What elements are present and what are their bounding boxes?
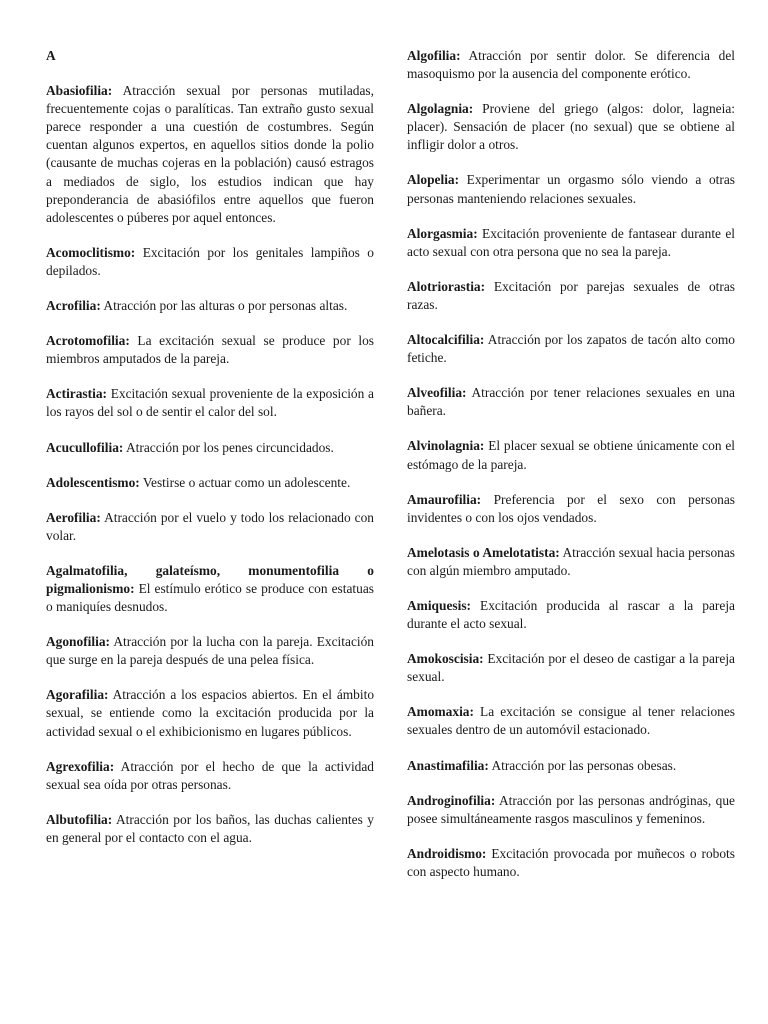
glossary-entry	[46, 297, 374, 315]
entry-term: Alotriorastia:	[407, 278, 486, 294]
entry-definition: Atracción por el hecho de que la actividad sexual sea oída por otras personas.	[46, 758, 375, 792]
entry-term: Androidismo:	[407, 845, 487, 861]
entry-definition: El placer sexual se obtiene únicamente con el estómago de la pareja.	[407, 438, 735, 472]
entry-term: Alveofilia:	[407, 385, 467, 401]
entry-definition: Atracción por tener relaciones sexuales en una bañera.	[407, 385, 735, 419]
entry-term: Alvinolagnia:	[407, 438, 485, 454]
glossary-entry	[46, 439, 374, 457]
glossary-entry	[46, 811, 374, 847]
entry-definition: La excitación se consigue al tener relaciones sexuales dentro de un automóvil estacionado.	[407, 704, 735, 738]
entry-term: Amelotasis o Amelotatista:	[407, 544, 560, 560]
entry-definition: Excitación por los genitales lampiños o depilados.	[46, 244, 374, 278]
entry-term: Agrexofilia:	[46, 758, 115, 774]
entry-definition: Excitación provocada por muñecos o robots con aspecto humano.	[407, 845, 735, 879]
entry-term: Anastimafilia:	[407, 757, 489, 773]
entry-definition: Atracción por los zapatos de tacón alto como fetiche.	[407, 332, 735, 366]
entry-term: Algofilia:	[407, 48, 461, 63]
entry-term: Agonofilia:	[46, 634, 110, 650]
entry-definition: Vestirse o actuar como un adolescente.	[142, 474, 351, 490]
entry-definition: Atracción por las personas andróginas, que posee simultáneamente rasgos masculinos y femeninos.	[407, 792, 735, 826]
entry-definition: Atracción por los baños, las duchas calientes y en general por el contacto con el agua.	[46, 811, 375, 845]
glossary-entry	[407, 171, 735, 207]
entry-term: Adolescentismo:	[46, 474, 140, 490]
entry-term: Amiquesis:	[407, 597, 471, 613]
glossary-entry	[407, 491, 735, 527]
entry-definition: Excitación proveniente de fantasear durante el acto sexual con otra persona que no sea la pareja.	[407, 225, 735, 259]
glossary-entry	[46, 474, 374, 492]
entry-definition: Excitación por parejas sexuales de otras razas.	[407, 278, 735, 312]
left-column	[46, 47, 374, 864]
section-letter: A	[46, 48, 56, 63]
glossary-entry	[407, 225, 735, 261]
entry-term: Amaurofilia:	[407, 491, 482, 507]
entry-definition: Atracción por sentir dolor. Se diferencia del masoquismo por la ausencia del componente erótico.	[407, 48, 736, 82]
entry-definition: Atracción a los espacios abiertos. En el ámbito sexual, se entiende como la excitación producida por la actividad sexual o el exhibicionismo en lugares públicos.	[46, 687, 375, 739]
glossary-entry	[407, 650, 735, 686]
entry-term: Aerofilia:	[46, 509, 101, 525]
entry-definition: Experimentar un orgasmo sólo viendo a otras personas manteniendo relaciones sexuales.	[407, 172, 735, 206]
entry-definition: Excitación por el deseo de castigar a la pareja sexual.	[407, 651, 735, 685]
right-entries	[407, 47, 735, 881]
entry-definition: El estímulo erótico se produce con estatuas o maniquíes desnudos.	[46, 580, 374, 615]
glossary-entry	[407, 792, 735, 828]
entry-definition: Proviene del griego (algos: dolor, lagneia: placer). Sensación de placer (no sexual) que se obtiene al infligir dolor a otros.	[407, 101, 735, 153]
entry-term: Abasiofilia:	[46, 83, 113, 99]
glossary-entry	[407, 278, 735, 314]
glossary-entry	[46, 562, 374, 616]
entry-term: Altocalcifilia:	[407, 332, 485, 348]
glossary-entry	[407, 544, 735, 580]
entry-term: Amokoscisia:	[407, 651, 484, 667]
entry-definition: Atracción por los penes circuncidados.	[125, 439, 334, 455]
glossary-entry	[407, 437, 735, 473]
glossary-entry	[407, 384, 735, 420]
glossary-entry	[46, 332, 374, 368]
glossary-entry	[46, 509, 374, 545]
entry-term: Albutofilia:	[46, 811, 113, 827]
entry-definition: Atracción por el vuelo y todo los relacionado con volar.	[46, 509, 374, 543]
glossary-entry	[407, 757, 735, 775]
entry-term: Androginofilia:	[407, 792, 496, 808]
entry-term: Acrofilia:	[46, 298, 101, 314]
entry-definition: Excitación producida al rascar a la pareja durante el acto sexual.	[407, 597, 735, 632]
glossary-entry	[407, 597, 735, 633]
entry-term: Acrotomofilia:	[46, 333, 130, 349]
left-entries	[46, 82, 374, 847]
entry-term: Acucullofilia:	[46, 439, 124, 455]
entry-definition: Atracción sexual por personas mutiladas, frecuentemente cojas o paralíticas. Tan extraño gusto sexual parece responder a una cuestión de costumbres. Según cuentan algunos expertos, en aquellos sitios donde la polio (causante de muchas cojeras en la población) causó estragos a mediados de siglo, los estudios indican que hay preponderancia de abasiófilos entre aquellos que fueron adolescentes o púberes por aquel entonces.	[46, 83, 374, 225]
glossary-entry	[407, 845, 735, 881]
glossary-entry	[46, 82, 374, 227]
right-column	[407, 47, 735, 898]
glossary-entry	[46, 244, 374, 280]
entry-term: Alorgasmia:	[407, 225, 478, 241]
glossary-entry	[46, 758, 374, 794]
entry-definition: Atracción por la lucha con la pareja. Excitación que surge en la pareja después de una pelea física.	[46, 634, 374, 668]
entry-definition: Atracción sexual hacia personas con algún miembro amputado.	[407, 544, 735, 578]
entry-definition: La excitación sexual se produce por los miembros amputados de la pareja.	[46, 333, 374, 367]
glossary-entry	[407, 47, 735, 83]
entry-term: Actirastia:	[46, 386, 107, 402]
entry-term: Alopelia:	[407, 172, 460, 188]
entry-definition: Preferencia por el sexo con personas invidentes o con los ojos vendados.	[407, 491, 735, 525]
entry-term: Agalmatofilia, galateísmo, monumentofilia o pigmalionismo:	[46, 562, 374, 596]
entry-definition: Atracción por las personas obesas.	[491, 757, 677, 773]
glossary-entry	[46, 385, 374, 421]
glossary-entry	[407, 100, 735, 154]
entry-term: Agorafilia:	[46, 687, 109, 703]
glossary-entry	[46, 633, 374, 669]
entry-definition: Atracción por las alturas o por personas altas.	[103, 298, 348, 314]
entry-term: Amomaxia:	[407, 704, 474, 720]
glossary-entry	[46, 686, 374, 740]
entry-term: Algolagnia:	[407, 101, 474, 117]
glossary-entry	[407, 331, 735, 367]
entry-term: Acomoclitismo:	[46, 244, 136, 260]
entry-definition: Excitación sexual proveniente de la exposición a los rayos del sol o de sentir el calor del sol.	[46, 386, 374, 420]
glossary-entry	[407, 703, 735, 739]
